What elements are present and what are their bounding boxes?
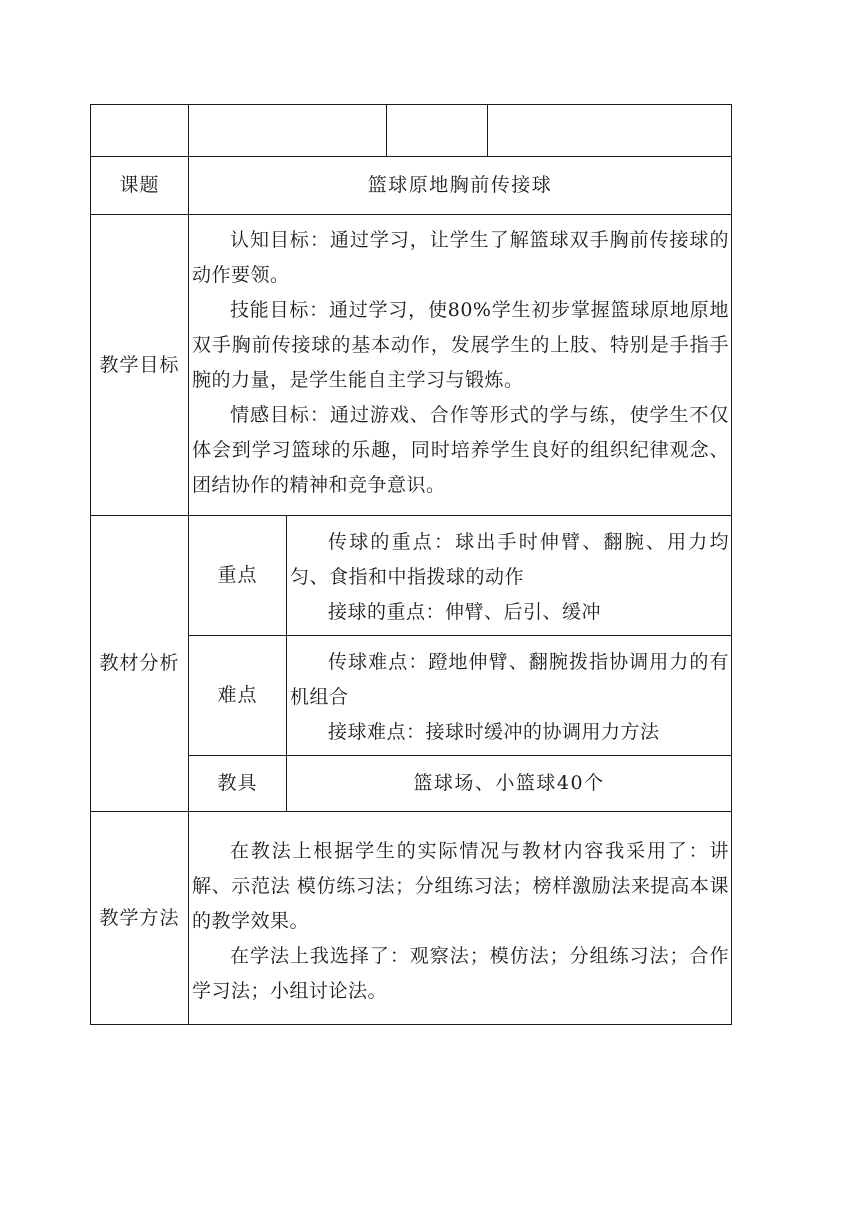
topic-value: 篮球原地胸前传接球 bbox=[189, 157, 732, 215]
difficulties-label: 难点 bbox=[189, 636, 287, 756]
equipment-value: 篮球场、小篮球40个 bbox=[287, 756, 732, 812]
header-row bbox=[91, 105, 732, 157]
key-point-passing: 传球的重点：球出手时伸臂、翻腕、用力均匀、食指和中指拨球的动作 bbox=[290, 531, 729, 588]
objectives-label: 教学目标 bbox=[91, 215, 189, 516]
methods-row bbox=[91, 812, 732, 1025]
objectives-content bbox=[189, 215, 732, 516]
methods-content bbox=[189, 812, 732, 1025]
header-cell bbox=[387, 105, 488, 157]
header-cell bbox=[91, 105, 189, 157]
teaching-methods: 在教法上根据学生的实际情况与教材内容我采用了：讲解、示范法 模仿练习法；分组练习法；榜样激励法来提高本课的教学效果。 bbox=[192, 839, 729, 932]
learning-methods: 在学法上我选择了：观察法；模仿法；分组练习法；合作学习法；小组讨论法。 bbox=[192, 944, 729, 1002]
objective-cognitive: 认知目标：通过学习，让学生了解篮球双手胸前传接球的动作要领。 bbox=[192, 229, 729, 286]
key-points-content bbox=[287, 516, 732, 636]
objective-skill: 技能目标：通过学习，使80%学生初步掌握篮球原地原地双手胸前传接球的基本动作，发展学生的上肢、特别是手指手腕的力量，是学生能自主学习与锻炼。 bbox=[192, 299, 729, 391]
objective-emotional: 情感目标：通过游戏、合作等形式的学与练，使学生不仅体会到学习篮球的乐趣，同时培养学生良好的组织纪律观念、团结协作的精神和竞争意识。 bbox=[192, 404, 729, 496]
difficulties-content bbox=[287, 636, 732, 756]
difficulty-passing: 传球难点：蹬地伸臂、翻腕拨指协调用力的有机组合 bbox=[290, 651, 729, 708]
objectives-row bbox=[91, 215, 732, 516]
analysis-label: 教材分析 bbox=[91, 516, 189, 812]
header-cell bbox=[488, 105, 732, 157]
lesson-plan-table bbox=[90, 104, 732, 1025]
key-points-label: 重点 bbox=[189, 516, 287, 636]
difficulty-catching: 接球难点：接球时缓冲的协调用力方法 bbox=[328, 721, 660, 743]
key-points-row bbox=[91, 516, 732, 636]
equipment-label: 教具 bbox=[189, 756, 287, 812]
header-cell bbox=[189, 105, 387, 157]
key-point-catching: 接球的重点：伸臂、后引、缓冲 bbox=[328, 601, 602, 623]
topic-label: 课题 bbox=[91, 157, 189, 215]
methods-label: 教学方法 bbox=[91, 812, 189, 1025]
topic-row bbox=[91, 157, 732, 215]
